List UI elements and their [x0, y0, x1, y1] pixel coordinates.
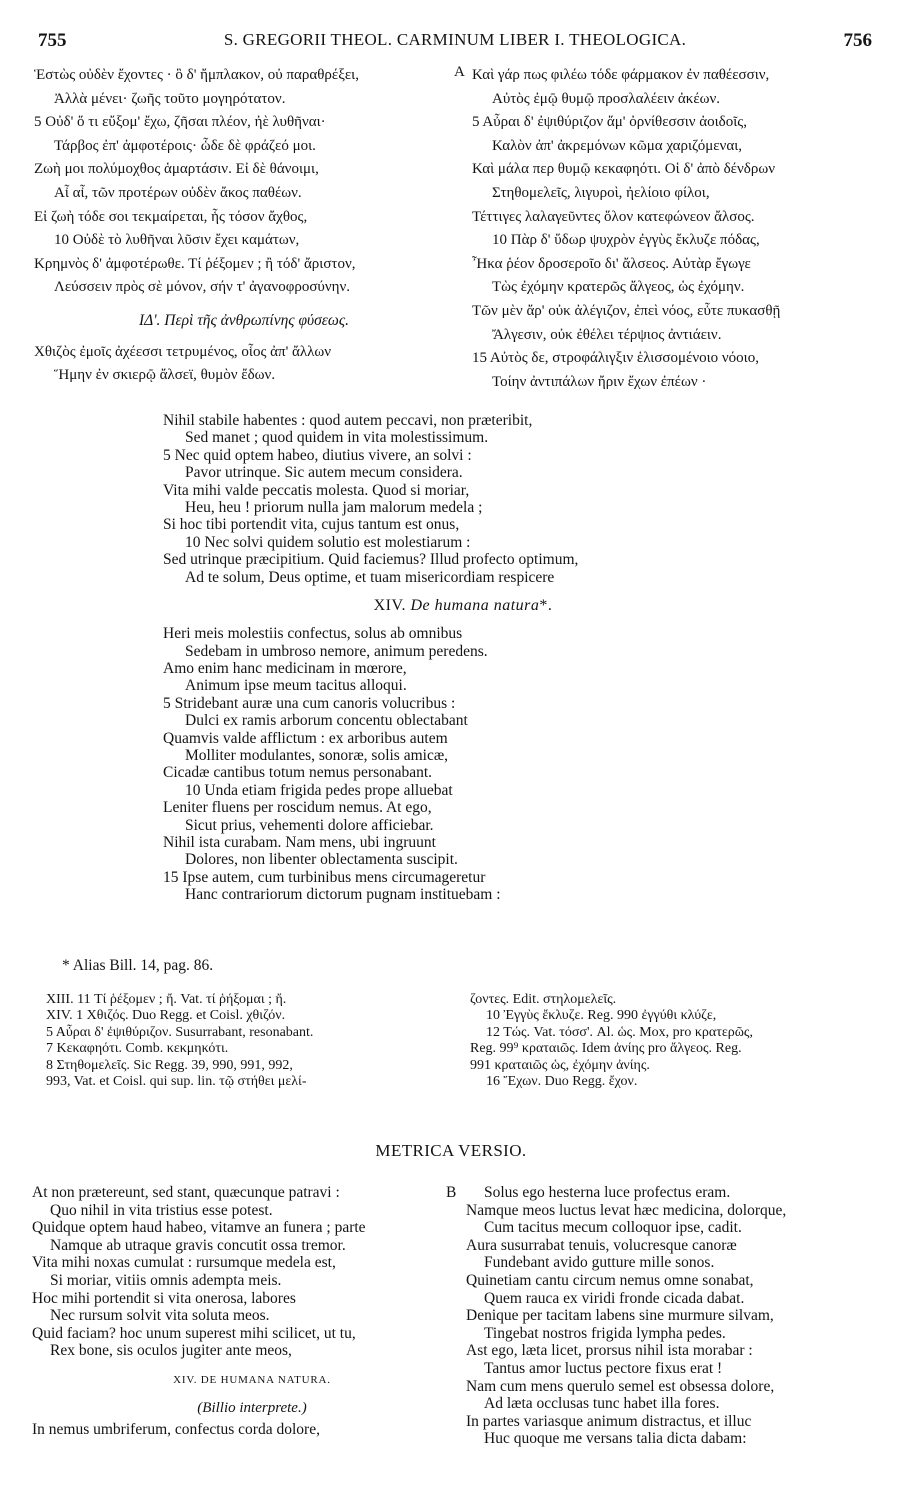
interpreter-note	[32, 1396, 472, 1422]
latin-line: Vita mihi valde peccatis molesta. Quod si moriar,	[163, 481, 470, 499]
notes-column-right	[470, 992, 890, 1090]
column-marker-b: B	[446, 1184, 457, 1201]
latin-line: 15 Ipse autem, cum turbinibus mens circumageretur	[163, 868, 486, 886]
note-line: ζοντες. Edit. στηλομελεῖς.	[470, 992, 617, 1007]
latin-line: Sicut prius, vehementi dolore afficiebar.	[185, 816, 434, 834]
verse-line: In partes variasque animum distractus, et illuc	[466, 1412, 752, 1430]
verse-line: In nemus umbriferum, confectus corda dolore,	[32, 1421, 320, 1439]
verse-line: Ast ego, læta licet, prorsus nihil ista morabar :	[466, 1342, 753, 1360]
latin-line: Heri meis molestiis confectus, solus ab omnibus	[163, 625, 463, 643]
greek-section-title: ΙΔ'. Περὶ τῆς ἀνθρωπίνης φύσεως.	[138, 311, 349, 329]
greek-line: Λεύσσειν πρὸς σὲ μόνον, σήν τ' ἀγανοφροσύνην.	[54, 279, 351, 296]
verse-line: Hoc mihi portendit si vita onerosa, labores	[32, 1289, 296, 1307]
latin-line: Animum ipse meum tacitus alloqui.	[185, 677, 407, 695]
note-line: 7 Κεκαφηότι. Comb. κεκμηκότι.	[46, 1041, 229, 1057]
verse-line: Rex bone, sis oculos jugiter ante meos,	[50, 1342, 292, 1360]
verse-line: At non prætereunt, sed stant, quæcunque patravi :	[32, 1184, 340, 1201]
latin-line: 5 Nec quid optem habeo, diutius vivere, an solvi :	[163, 446, 472, 464]
note-line: XIII. 11 Τί ῥέξομεν ; ἤ. Vat. τί ῥήξομαι ; ἤ.	[46, 992, 287, 1007]
verse-line: Tingebat nostros frigida lympha pedes.	[484, 1324, 726, 1342]
verse-section-title: XIV. DE HUMANA NATURA.	[173, 1373, 331, 1386]
latin-line: Nihil ista curabam. Nam mens, ubi ingruunt	[163, 834, 436, 851]
note-line: 16 Ἔχων. Duo Regg. ἔχον.	[486, 1073, 638, 1089]
verse-line: Namque ab utraque gravis concutit ossa tremor.	[50, 1236, 346, 1254]
notes-column-left	[46, 992, 446, 1090]
latin-line: Amo enim hanc medicinam in mœrore,	[163, 660, 407, 678]
verse-line: Quinetiam cantu circum nemus omne sonabat,	[466, 1271, 754, 1289]
note-line: 5 Αὖραι δ' ἐψιθύριζον. Susurrabant, resonabant.	[46, 1024, 314, 1040]
greek-line: Ἄλγεσιν, οὐκ ἐθέλει τέρψιος ἀντιάειν.	[492, 326, 722, 343]
page-number-left: 755	[38, 30, 67, 51]
header-title: S. GREGORII THEOL. CARMINUM LIBER I. THEOLOGICA.	[223, 30, 687, 49]
latin-line: Cicadæ cantibus totum nemus personabant.	[163, 764, 433, 782]
greek-line: 10 Οὐδὲ τὸ λυθῆναι λῦσιν ἔχει καμάτων,	[54, 232, 300, 249]
latin-line: 10 Nec solvi quidem solutio est molestiarum :	[185, 533, 471, 551]
greek-line: Αὐτὸς ἐμῷ θυμῷ προσλαλέειν ἀκέων.	[492, 90, 721, 107]
latin-line: Sed utrinque præcipitium. Quid faciemus? Illud profecto optimum,	[163, 551, 579, 569]
latin-line: Molliter modulantes, sonoræ, solis amicæ,	[185, 747, 449, 765]
greek-line: Στηθομελεῖς, λιγυροὶ, ἠελίοιο φίλοι,	[492, 184, 710, 201]
greek-line: Ἀλλὰ μένει· ζωῆς τοῦτο μογηρότατον.	[54, 90, 286, 107]
greek-line: Χθιζὸς ἐμοῖς ἀχέεσσι τετρυμένος, οἷος ἀπ' ἄλλων	[34, 343, 332, 360]
verse-column-left	[32, 1184, 472, 1439]
note-line: 10 Ἐγγὺς ἔκλυζε. Reg. 990 ἐγγύθι κλύζε,	[486, 1008, 717, 1024]
verse-line: Nec rursum solvit vita soluta meos.	[50, 1307, 270, 1325]
verse-line: Tantus amor luctus pectore fixus erat !	[484, 1359, 723, 1377]
greek-line: Ἥμην ἐν σκιερῷ ἄλσεϊ, θυμὸν ἔδων.	[54, 367, 276, 384]
verse-line: Nam cum mens querulo semel est obsessa dolore,	[466, 1377, 775, 1395]
greek-column-right	[472, 64, 892, 394]
latin-line: Si hoc tibi portendit vita, cujus tantum est onus,	[163, 516, 460, 534]
verse-line: Aura susurrabat tenuis, volucresque canoræ	[466, 1236, 737, 1254]
latin-line: Heu, heu ! priorum nulla jam malorum medela ;	[185, 498, 483, 516]
greek-line: Ζωὴ μοι πολύμοχθος ἁμαρτάσιν. Εἰ δὲ θάνοιμι,	[34, 161, 319, 178]
verse-line: Cum tacitus mecum colloquor ipse, cadit.	[484, 1219, 742, 1237]
greek-line: Τοίην ἀντιπάλων ἤριν ἔχων ἐπέων ·	[492, 373, 707, 390]
greek-column-left	[34, 64, 454, 388]
latin-section-number: XIV.	[373, 596, 406, 614]
verse-line: Quo nihil in vita tristius esse potest.	[50, 1201, 273, 1219]
greek-line: Καὶ μάλα περ θυμῷ κεκαφηότι. Οἱ δ' ἀπὸ δένδρων	[472, 161, 775, 178]
latin-line: Hanc contrariorum dictorum pugnam instituebam :	[185, 886, 501, 904]
greek-line: Ἑστὼς οὐδὲν ἔχοντες · ὃ δ' ἤμπλακον, οὐ παραθρέξει,	[34, 67, 359, 83]
greek-line: Εἰ ζωὴ τόδε σοι τεκμαίρεται, ἧς τόσον ἄχθος,	[34, 208, 308, 225]
latin-line: Sed manet ; quod quidem in vita molestissimum.	[185, 429, 489, 447]
verse-line: Ad læta occlusas tunc habet illa fores.	[484, 1395, 720, 1413]
latin-line: Sedebam in umbroso nemore, animum peredens.	[185, 642, 488, 660]
greek-line: Τάρβος ἐπ' ἀμφοτέροις· ὧδε δὲ φράζεό μοι.	[54, 137, 316, 154]
latin-translation	[163, 412, 763, 904]
latin-line: 5 Stridebant auræ una cum canoris volucribus :	[163, 694, 456, 712]
note-line: Reg. 99⁹ κραταιῶς. Idem ἀνίης pro ἄλγεος. Reg.	[470, 1041, 742, 1057]
greek-line: Καὶ γάρ πως φιλέω τόδε φάρμακον ἐν παθέεσσιν,	[472, 67, 770, 83]
greek-line: 15 Αὐτὸς δε, στροφάλιγξιν ἑλισσομένοιο νόοιο,	[472, 350, 759, 367]
verse-line: Quem rauca ex viridi fronde cicada dabat.	[484, 1289, 745, 1307]
greek-line: Κρημνὸς δ' ἀμφοτέρωθε. Τί ῥέξομεν ; ἢ τόδ' ἄριστον,	[34, 255, 356, 272]
latin-line: Ad te solum, Deus optime, et tuam misericordiam respicere	[185, 568, 555, 586]
note-line: 8 Στηθομελεῖς. Sic Regg. 39, 990, 991, 992,	[46, 1057, 293, 1073]
note-line: XIV. 1 Χθιζός. Duo Regg. et Coisl. χθιζόν.	[46, 1008, 286, 1024]
verse-line: Si moriar, vitiis omnis adempta meis.	[50, 1271, 282, 1289]
greek-line: Τὼς ἐχόμην κρατερῶς ἄλγεος, ὡς ἐχόμην.	[492, 279, 745, 296]
latin-section-title	[163, 586, 763, 625]
verse-line: Fundebant avido gutture mille sonos.	[484, 1254, 715, 1272]
latin-line: Nihil stabile habentes : quod autem peccavi, non præteribit,	[163, 412, 533, 429]
verse-line: Namque meos luctus levat hæc medicina, dolorque,	[466, 1201, 787, 1219]
verse-column-right	[466, 1184, 886, 1448]
note-line: 993, Vat. et Coisl. qui sup. lin. τῷ στήθει μελί-	[46, 1073, 307, 1089]
verse-line: Huc quoque me versans talia dicta dabam:	[484, 1430, 747, 1448]
greek-line: Αἶ αἶ, τῶν προτέρων οὐδὲν ἄκος παθέων.	[54, 184, 302, 201]
footnote-mark: *.	[539, 596, 553, 614]
verse-line: Solus ego hesterna luce profectus eram.	[484, 1184, 731, 1201]
footnote: * Alias Bill. 14, pag. 86.	[62, 957, 214, 974]
note-line: 991 κραταιῶς ὡς, ἐχόμην ἀνίης.	[470, 1057, 650, 1073]
verse-line: Quidque optem haud habeo, vitamve an funera ; parte	[32, 1219, 366, 1237]
verse-line: Quid faciam? hoc unum superest mihi scilicet, ut tu,	[32, 1324, 356, 1342]
greek-line: Τῶν μὲν ἄρ' οὐκ ἀλέγιζον, ἐπεὶ νόος, εὖτε πυκασθῇ	[472, 302, 781, 319]
latin-line: Quamvis valde afflictum : ex arboribus autem	[163, 729, 448, 747]
column-marker-a: A	[454, 64, 465, 80]
page-number-right: 756	[843, 30, 872, 51]
interpreter-text: (Billio interprete.)	[197, 1399, 307, 1416]
running-header	[38, 30, 872, 54]
latin-line: Leniter fluens per roscidum nemus. At ego,	[163, 799, 432, 817]
latin-line: Dulci ex ramis arborum concentu oblectabant	[185, 712, 468, 730]
verse-line: Denique per tacitam labens sine murmure silvam,	[466, 1307, 774, 1325]
greek-line: Καλὸν ἀπ' ἀκρεμόνων κῶμα χαριζόμεναι,	[492, 137, 742, 154]
greek-line: Ἦκα ῥέον δροσεροῖο δι' ἄλσεος. Αὐτὰρ ἔγωγε	[472, 255, 751, 272]
verse-line: Vita mihi noxas cumulat : rursumque medela est,	[32, 1254, 336, 1272]
greek-line: 5 Οὐδ' ὅ τι εὔξομ' ἔχω, ζῆσαι πλέον, ἠὲ λυθῆναι·	[34, 114, 326, 131]
greek-line: 10 Πὰρ δ' ὕδωρ ψυχρὸν ἐγγὺς ἔκλυζε πόδας,	[492, 232, 760, 249]
latin-line: Dolores, non libenter oblectamenta suscipit.	[185, 851, 458, 869]
latin-section-text: De humana natura	[410, 596, 540, 614]
note-line: 12 Τώς. Vat. τόσσ'. Al. ὡς. Mox, pro κρατερῶς,	[486, 1024, 753, 1040]
latin-line: 10 Unda etiam frigida pedes prope alluebat	[185, 781, 453, 799]
greek-line: Τέττιγες λαλαγεῦντες ὅλον κατεφώνεον ἄλσος.	[472, 208, 755, 225]
latin-line: Pavor utrinque. Sic autem mecum considera.	[185, 464, 463, 482]
metrica-versio-title: METRICA VERSIO.	[375, 1141, 527, 1160]
greek-line: 5 Αὖραι δ' ἐψιθύριζον ἅμ' ὀρνίθεσσιν ἀοιδοῖς,	[472, 114, 747, 131]
